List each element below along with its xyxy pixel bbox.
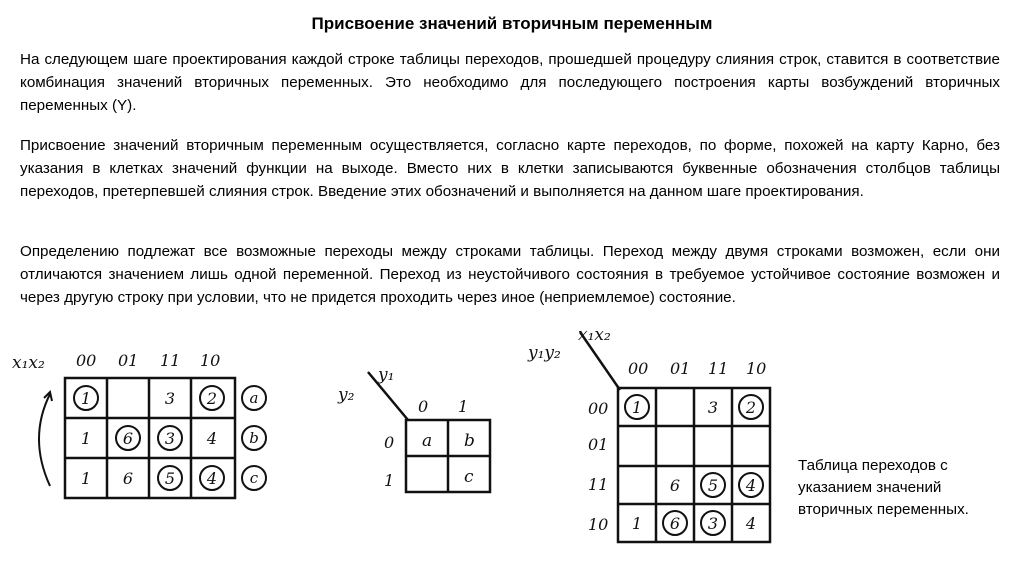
figure-caption: Таблица переходов с указанием значений вторичных переменных. (798, 457, 969, 518)
fig3-cell-r2-c3: 4 (745, 476, 757, 495)
fig1-cell-r1-c3: 4 (206, 429, 218, 448)
fig2-row-0: 0 (384, 433, 395, 452)
fig3-cell-r0-c2: 3 (707, 398, 719, 417)
fig1-header: x₁x₂ (12, 353, 45, 373)
fig2-secondary-map (330, 358, 500, 498)
fig3-col-10: 10 (746, 359, 767, 378)
fig1-col-00: 00 (76, 351, 97, 370)
fig3-col-11: 11 (708, 359, 729, 378)
fig1-cells (74, 386, 266, 490)
fig2-cell-c: c (464, 467, 474, 487)
fig1-row-label-0: a (249, 389, 259, 407)
fig3-cell-r3-c1: 6 (669, 514, 681, 533)
fig2-cell-b: b (464, 431, 475, 451)
fig3-transition-table-secondary (520, 322, 790, 552)
paragraph-3: Определению подлежат все возможные переходы между строками таблицы. Переход между двумя строками возможен, если они отличаются значением лишь одной переменной. Переход из неустойчивого состояния в требуемое устойчивое состояние возможен и через другую строку при условии, что не придется проходить через иное (неприемлемое) состояние. (20, 243, 1000, 306)
fig1-cell-r2-c0: 1 (80, 469, 92, 488)
fig1-cell-r1-c0: 1 (80, 429, 92, 448)
fig1-arrow-icon (39, 394, 50, 486)
fig3-row-11: 11 (588, 475, 609, 494)
fig1-cell-r2-c3: 4 (206, 469, 218, 488)
fig2-col-1: 1 (458, 397, 469, 416)
fig1-row-label-1: b (249, 429, 259, 447)
fig3-cell-r2-c1: 6 (669, 476, 681, 495)
fig1-col-01: 01 (118, 351, 139, 370)
fig3-top-var: x₁x₂ (578, 325, 611, 345)
fig1-cell-r0-c0: 1 (80, 389, 92, 408)
fig3-row-01: 01 (588, 435, 609, 454)
fig2-side-var: y₂ (338, 385, 355, 405)
fig2-col-0: 0 (418, 397, 429, 416)
fig3-cell-r2-c2: 5 (707, 476, 719, 495)
fig1-col-11: 11 (160, 351, 181, 370)
fig3-cell-r0-c0: 1 (631, 398, 643, 417)
fig1-cell-r2-c2: 5 (164, 469, 176, 488)
fig2-top-var: y₁ (378, 365, 395, 385)
fig1-col-10: 10 (200, 351, 221, 370)
fig1-row-label-2: c (249, 469, 259, 487)
fig1-cell-r0-c2: 3 (164, 389, 176, 408)
fig1-cell-r2-c1: 6 (122, 469, 134, 488)
fig3-col-00: 00 (628, 359, 649, 378)
fig3-side-var: y₁y₂ (528, 343, 561, 363)
fig2-cell-a: a (422, 431, 433, 451)
fig3-cell-r0-c3: 2 (745, 398, 757, 417)
fig1-cell-r1-c1: 6 (122, 429, 134, 448)
fig3-row-00: 00 (588, 399, 609, 418)
fig2-grid (406, 420, 490, 492)
page-title: Присвоение значений вторичным переменным (311, 14, 713, 33)
fig3-row-10: 10 (588, 515, 609, 534)
fig1-cell-r1-c2: 3 (164, 429, 176, 448)
paragraph-2: Присвоение значений вторичным переменным осуществляется, согласно карте переходов, по форме, похожей на карту Карно, без указания в клетках значений функции на выходе. Вместо них в клетки записываются буквенные обозначения столбцов таблицы переходов, претерпевшей слияния строк. Введение этих обозначений и выполняется на данном шаге проектирования. (20, 137, 1000, 200)
fig1-transition-table (10, 346, 280, 506)
paragraph-1: На следующем шаге проектирования каждой строке таблицы переходов, прошедшей процедуру слияния строк, ставится в соответствие комбинация значений вторичных переменных. Это необходимо для последующего построения карты возбуждений вторичных переменных (Y). (20, 51, 1000, 114)
fig3-cell-r3-c3: 4 (745, 514, 757, 533)
fig3-col-01: 01 (670, 359, 691, 378)
fig2-row-1: 1 (384, 471, 395, 490)
fig3-cell-r3-c0: 1 (631, 514, 643, 533)
fig3-cell-r3-c2: 3 (707, 514, 719, 533)
fig1-cell-r0-c3: 2 (206, 389, 218, 408)
